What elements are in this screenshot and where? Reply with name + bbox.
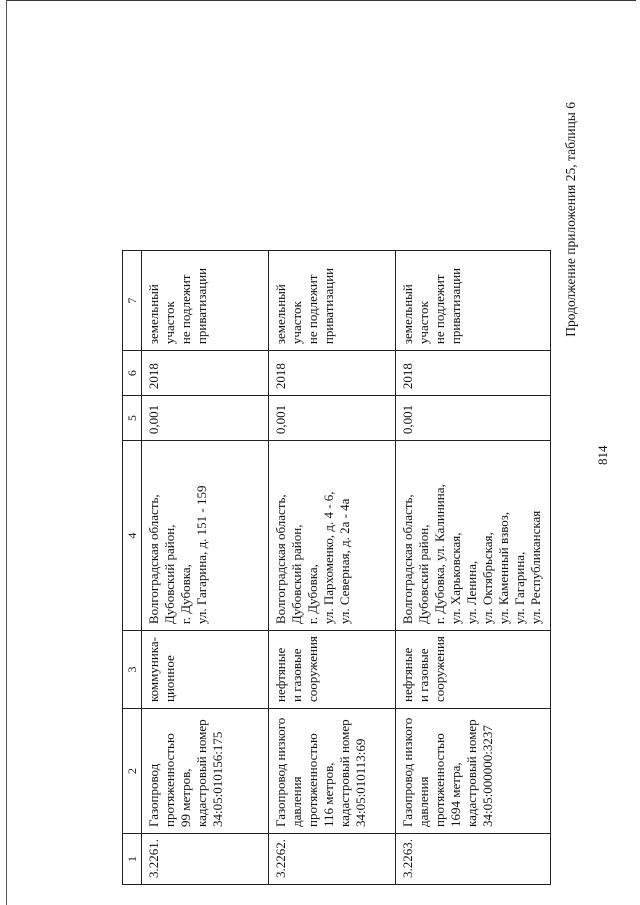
object-name: Газопровод протяженностью 99 метров, кадастровый номер 34:05:010156:175 (142, 709, 269, 834)
object-status: земельный участок не подлежит приватизации (269, 251, 396, 351)
header-cell: 6 (123, 351, 142, 396)
object-area: 0,001 (269, 396, 396, 441)
header-cell: 7 (123, 251, 142, 351)
object-type: нефтяные и газовые сооружения (269, 631, 396, 709)
object-name: Газопровод низкого давления протяженностью 116 метров, кадастровый номер 34:05:010113:69 (269, 709, 396, 834)
table-caption: Продолжение приложения 25, таблицы 6 (563, 102, 578, 337)
header-cell: 5 (123, 396, 142, 441)
object-type: нефтяные и газовые сооружения (396, 631, 551, 709)
table-row (396, 251, 551, 885)
object-type: коммуника- ционное (142, 631, 269, 709)
header-cell: 2 (123, 709, 142, 834)
object-address: Волгоградская область, Дубовский район, г. Дубовка, ул. Гагарина, д. 151 - 159 (142, 441, 269, 631)
page-number: 814 (595, 445, 610, 465)
header-cell: 3 (123, 631, 142, 709)
object-area: 0,001 (142, 396, 269, 441)
header-cell: 1 (123, 834, 142, 885)
row-number: 3.2263. (396, 834, 551, 885)
property-table (122, 250, 551, 885)
table-row (142, 251, 269, 885)
object-year: 2018 (142, 351, 269, 396)
object-status: земельный участок не подлежит приватизации (142, 251, 269, 351)
object-area: 0,001 (396, 396, 551, 441)
table-row (269, 251, 396, 885)
object-address: Волгоградская область, Дубовский район, г. Дубовка, ул. Калинина, ул. Харьковская, ул. Ленина, ул. Октябрьская, ул. Каменный взвоз, ул. Гагарина, ул. Республиканская (396, 441, 551, 631)
object-address: Волгоградская область, Дубовский район, г. Дубовка, ул. Пархоменко, д. 4 - 6, ул. Северная, д. 2а - 4а (269, 441, 396, 631)
row-number: 3.2261. (142, 834, 269, 885)
object-name: Газопровод низкого давления протяженностью 1694 метра, кадастровый номер 34:05:000000:3237 (396, 709, 551, 834)
object-year: 2018 (396, 351, 551, 396)
header-cell: 4 (123, 441, 142, 631)
table-header-row (123, 251, 142, 885)
object-year: 2018 (269, 351, 396, 396)
object-status: земельный участок не подлежит приватизации (396, 251, 551, 351)
row-number: 3.2262. (269, 834, 396, 885)
